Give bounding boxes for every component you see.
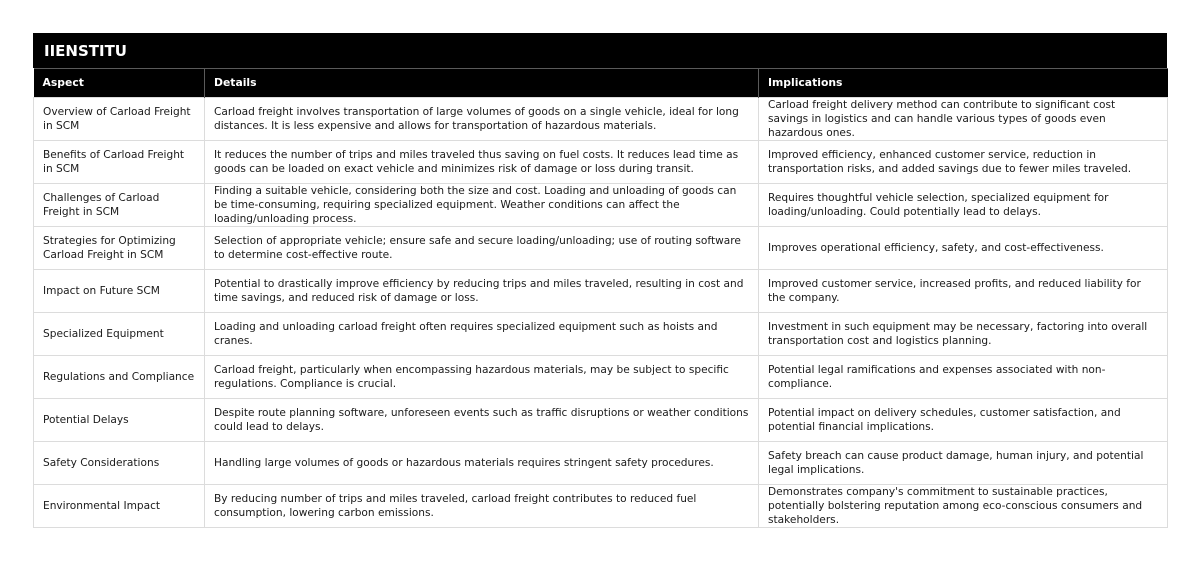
aspect-cell: Challenges of Carload Freight in SCM: [34, 184, 205, 227]
aspect-cell: Potential Delays: [34, 399, 205, 442]
column-header-details: Details: [205, 69, 759, 98]
details-cell: Handling large volumes of goods or hazardous materials requires stringent safety procedures.: [205, 442, 759, 485]
table-row: [34, 184, 1168, 227]
column-header-aspect: Aspect: [34, 69, 205, 98]
aspect-cell: Safety Considerations: [34, 442, 205, 485]
table-row: [34, 485, 1168, 528]
implications-cell: Improves operational efficiency, safety, and cost-effectiveness.: [759, 227, 1168, 270]
table-container: [33, 33, 1167, 528]
details-cell: Potential to drastically improve efficiency by reducing trips and miles traveled, resulting in cost and time savings, and reduced risk of damage or loss.: [205, 270, 759, 313]
implications-cell: Improved efficiency, enhanced customer service, reduction in transportation risks, and added savings due to fewer miles traveled.: [759, 141, 1168, 184]
implications-cell: Improved customer service, increased profits, and reduced liability for the company.: [759, 270, 1168, 313]
aspect-cell: Environmental Impact: [34, 485, 205, 528]
implications-cell: Carload freight delivery method can contribute to significant cost savings in logistics and can handle various types of goods even hazardous ones.: [759, 98, 1168, 141]
implications-cell: Safety breach can cause product damage, human injury, and potential legal implications.: [759, 442, 1168, 485]
brand-title: IIENSTITU: [33, 33, 1167, 68]
aspect-cell: Benefits of Carload Freight in SCM: [34, 141, 205, 184]
details-cell: It reduces the number of trips and miles traveled thus saving on fuel costs. It reduces lead time as goods can be loaded on exact vehicle and minimizes risk of damage or loss during transit.: [205, 141, 759, 184]
aspect-cell: Overview of Carload Freight in SCM: [34, 98, 205, 141]
aspect-cell: Impact on Future SCM: [34, 270, 205, 313]
details-cell: Carload freight involves transportation of large volumes of goods on a single vehicle, ideal for long distances. It is less expensive and allows for transportation of hazardous materials.: [205, 98, 759, 141]
table-row: [34, 141, 1168, 184]
column-header-implications: Implications: [759, 69, 1168, 98]
aspect-cell: Strategies for Optimizing Carload Freight in SCM: [34, 227, 205, 270]
table-row: [34, 227, 1168, 270]
details-cell: Selection of appropriate vehicle; ensure safe and secure loading/unloading; use of routing software to determine cost-effective route.: [205, 227, 759, 270]
details-cell: Despite route planning software, unforeseen events such as traffic disruptions or weather conditions could lead to delays.: [205, 399, 759, 442]
table-row: [34, 270, 1168, 313]
table-row: [34, 442, 1168, 485]
aspect-cell: Specialized Equipment: [34, 313, 205, 356]
implications-cell: Requires thoughtful vehicle selection, specialized equipment for loading/unloading. Could potentially lead to delays.: [759, 184, 1168, 227]
header-row: [34, 69, 1168, 98]
implications-cell: Potential legal ramifications and expenses associated with non-compliance.: [759, 356, 1168, 399]
table-body: [34, 98, 1168, 528]
details-cell: Carload freight, particularly when encompassing hazardous materials, may be subject to specific regulations. Compliance is crucial.: [205, 356, 759, 399]
implications-cell: Demonstrates company's commitment to sustainable practices, potentially bolstering reputation among eco-conscious consumers and stakeholders.: [759, 485, 1168, 528]
implications-cell: Potential impact on delivery schedules, customer satisfaction, and potential financial implications.: [759, 399, 1168, 442]
table-row: [34, 356, 1168, 399]
details-cell: Loading and unloading carload freight often requires specialized equipment such as hoists and cranes.: [205, 313, 759, 356]
implications-cell: Investment in such equipment may be necessary, factoring into overall transportation cost and logistics planning.: [759, 313, 1168, 356]
table-row: [34, 98, 1168, 141]
table-row: [34, 399, 1168, 442]
details-cell: By reducing number of trips and miles traveled, carload freight contributes to reduced fuel consumption, lowering carbon emissions.: [205, 485, 759, 528]
data-table: [33, 68, 1168, 528]
table-row: [34, 313, 1168, 356]
details-cell: Finding a suitable vehicle, considering both the size and cost. Loading and unloading of goods can be time-consuming, requiring specialized equipment. Weather conditions can affect the loading/unloading process.: [205, 184, 759, 227]
aspect-cell: Regulations and Compliance: [34, 356, 205, 399]
